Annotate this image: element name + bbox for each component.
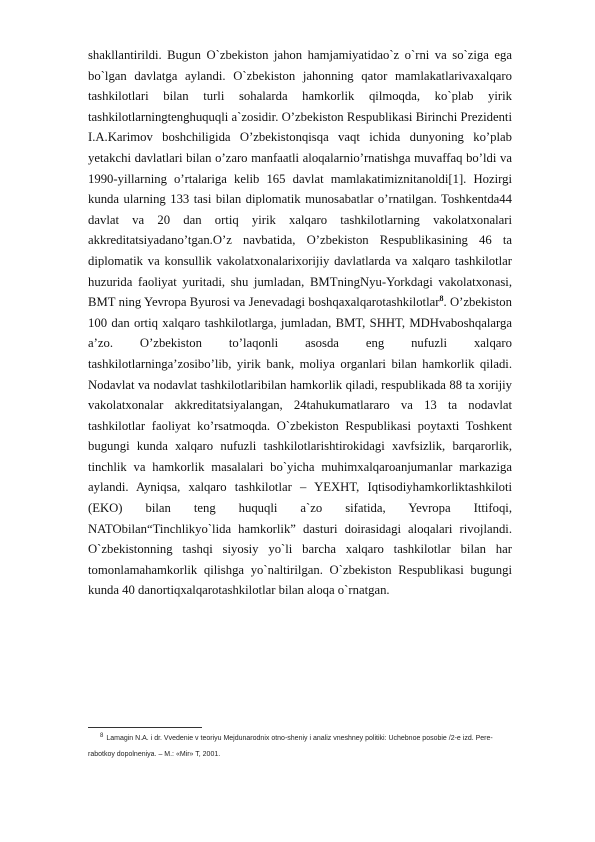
footnote-reference[interactable]: 8 [439, 293, 444, 303]
paragraph-text-part1: shakllantirildi. Bugun O`zbekiston jahon hamjamiyatidao`z o`rni va so`ziga ega bo`lgan davlatga aylandi. O`zbekiston jahonning qator mamlakatlarivaxalqaro tashkilotlari bilan turli sohalarda hamkorlik qilmoqda, ko`plab yirik tashkilotlarningtenghuquqli a`zosidir. O’zbekiston Respublikasi Birinchi Prezidenti I.A.Karimov boshchiligida O’zbekistonqisqa vaqt ichida dunyoning ko’plab yetakchi davlatlari bilan o’zaro manfaatli aloqalarnio’rnatishga muvaffaq bo’ldi va 1990-yillarning o’rtalariga kelib 165 davlat mamlakatimiznitanoldi[1]. Hozirgi kunda ularning 133 tasi bilan diplomatik munosabatlar o’rnatilgan. Toshkentda44 davlat va 20 dan ortiq yirik xalqaro tashkilotlarning vakolatxonalari akkreditatsiyadano’tgan.O’z navbatida, O’zbekiston Respublikasining 46 ta diplomatik va konsullik vakolatxonalarixorijiy davlatlarda va xalqaro tashkilotlar huzurida faoliyat yuritadi, shu jumladan, BMTningNyu-Yorkdagi vakolatxonasi, BMT ning Yevropa Byurosi va Jenevadagi boshqaxalqarotashkilotlar [88, 48, 512, 310]
footnote-divider [88, 727, 202, 728]
footnote [88, 731, 512, 763]
paragraph-text-part2: . O’zbekiston 100 dan ortiq xalqaro tashkilotlarga, jumladan, BMT, SHHT, MDHvaboshqalarga a’zo. O’zbekiston to’laqonli asosda eng nufuzli xalqaro tashkilotlarninga’zosibo’lib, yirik bank, moliya organlari bilan hamkorlik qiladi. Nodavlat va nodavlat tashkilotlaribilan hamkorlik qiladi, respublikada 88 ta xorijiy vakolatxonalar akkreditatsiyalangan, 24tahukumatlararo va 13 ta nodavlat tashkilotlar faoliyat ko’rsatmoqda. O`zbekiston Respublikasi poytaxti Toshkent bugungi kunda xalqaro nufuzli tashkilotlarishtirokidagi xavfsizlik, barqarorlik, tinchlik va hamkorlik masalalari bo`yicha muhimxalqaroanjumanlar markaziga aylandi. Ayniqsa, xalqaro tashkilotlar – YEXHT, Iqtisodiyhamkorliktashkiloti (EKO) bilan teng huquqli a`zo sifatida, Yevropa Ittifoqi, NATObilan“Tinchlikyo`lida hamkorlik” dasturi doirasidagi aloqalari rivojlandi. O`zbekistonning tashqi siyosiy yo`li barcha xalqaro tashkilotlar bilan har tomonlamahamkorlik qilishga yo`naltirilgan. O`zbekiston Respublikasi bugungi kunda 40 danortiqxalqarotashkilotlar bilan aloqa o`rnatgan. [88, 295, 512, 598]
footnote-number: 8 [100, 732, 104, 739]
body-paragraph [88, 45, 512, 601]
footnote-text: Lamagin N.A. i dr. Vvedenie v teoriyu Mejdunarodnix otno-sheniy i analiz vneshney politiki: Uchebnoe posobie /2-e izd. Pere-rabotkoy dopolneniya. – M.: «Mir» T, 2001. [88, 735, 493, 758]
